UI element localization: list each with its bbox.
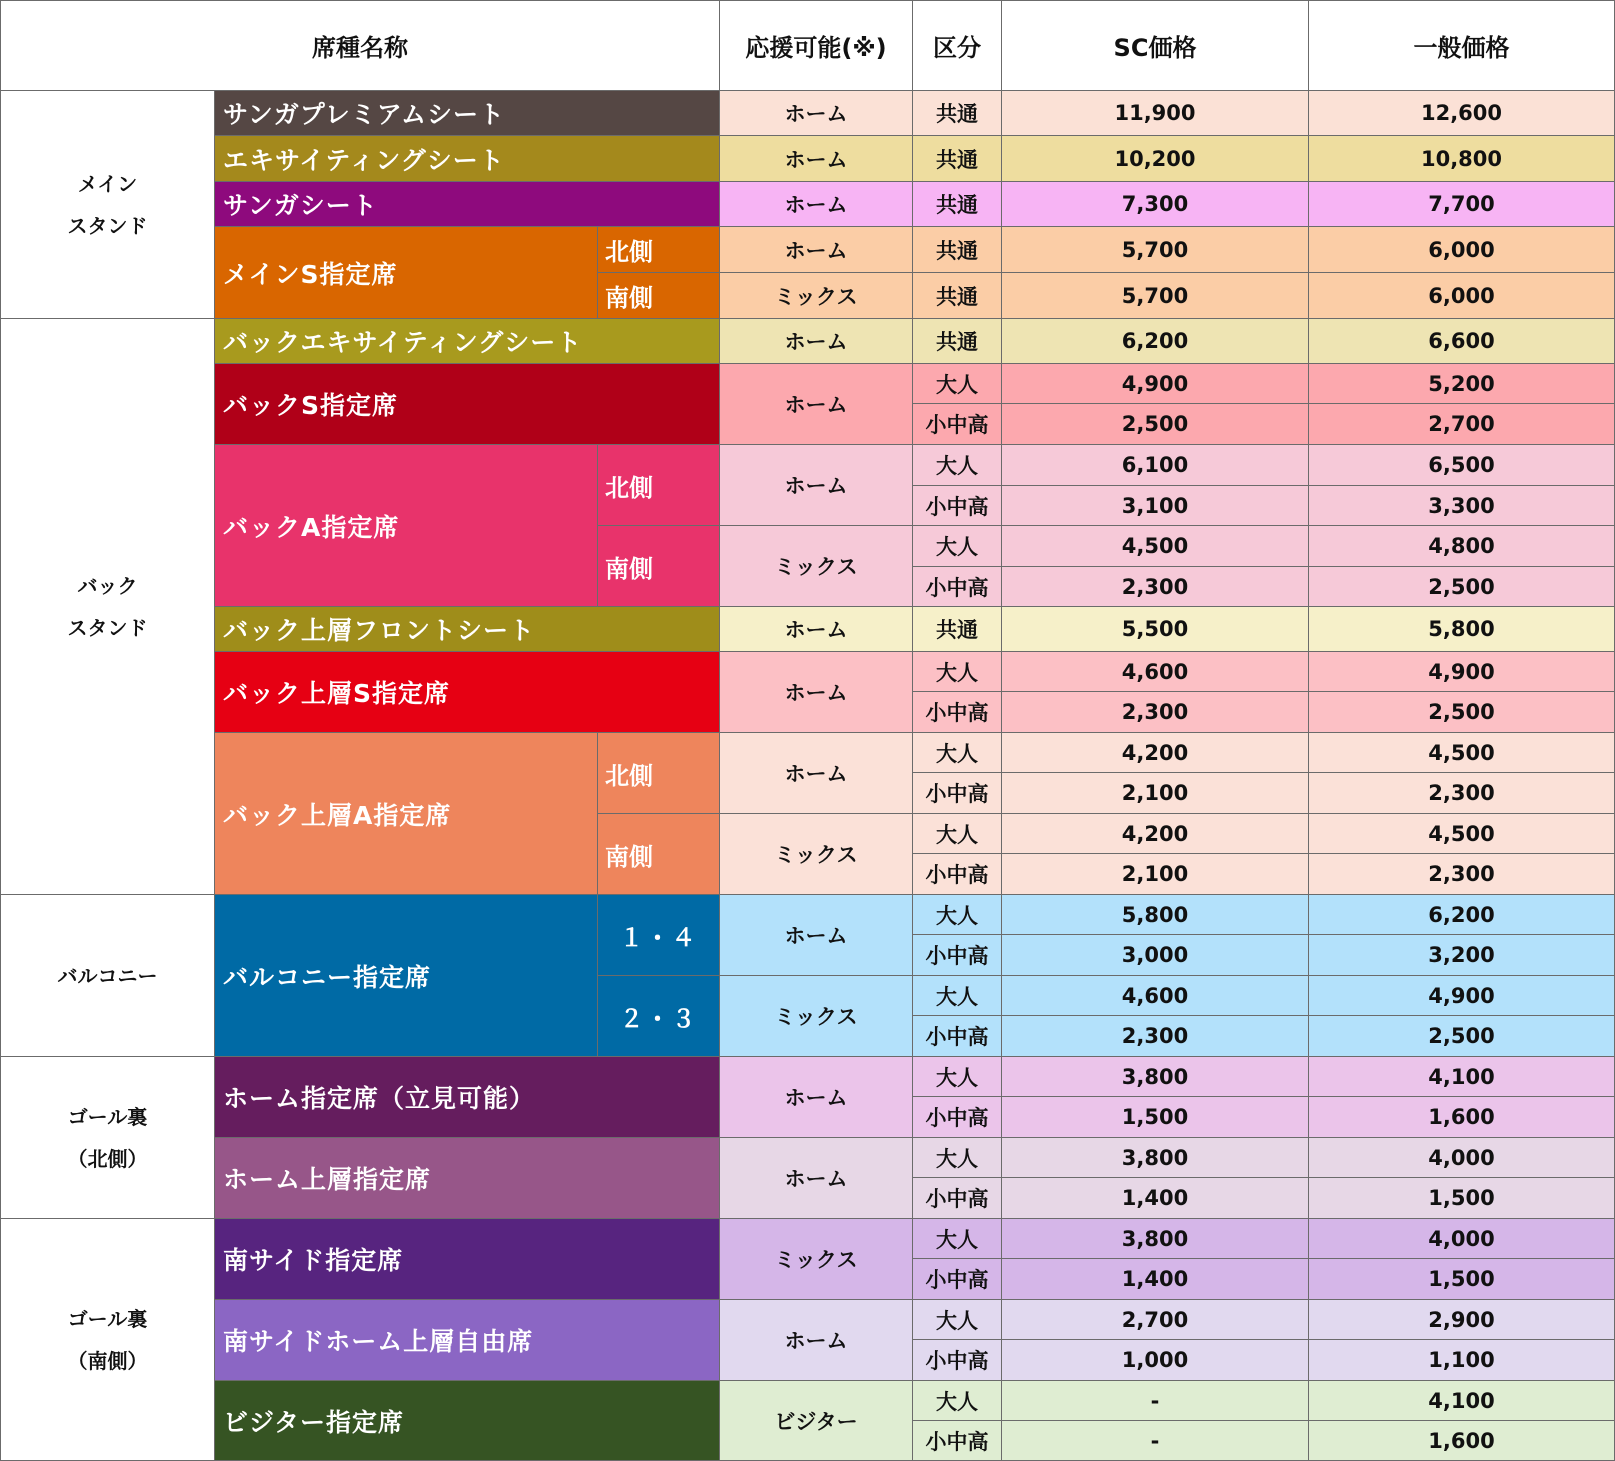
seat-name: バックS指定席	[215, 364, 720, 445]
general-price-cell: 5,200	[1309, 364, 1615, 404]
stand-label: バック スタンド	[0, 319, 215, 895]
support-type: ホーム	[720, 1300, 913, 1381]
seat-name: メインS指定席	[215, 227, 598, 319]
header-general-price: 一般価格	[1309, 0, 1615, 91]
general-price-cell: 2,700	[1309, 404, 1615, 445]
sc-price-cell: 5,500	[1002, 607, 1309, 652]
stand-label: バルコニー	[0, 895, 215, 1057]
sc-price-cell: 4,200	[1002, 814, 1309, 854]
sc-price-cell: 10,200	[1002, 136, 1309, 182]
kubun-cell: 小中高	[913, 854, 1002, 895]
seat-name: バックA指定席	[215, 445, 598, 607]
seat-side-label: １・４	[598, 895, 720, 976]
kubun-cell: 共通	[913, 273, 1002, 319]
seat-side-label: 南側	[598, 273, 720, 319]
sc-price-cell: 1,500	[1002, 1097, 1309, 1138]
general-price-cell: 12,600	[1309, 91, 1615, 136]
general-price-cell: 5,800	[1309, 607, 1615, 652]
header-sc-price: SC価格	[1002, 0, 1309, 91]
kubun-cell: 小中高	[913, 404, 1002, 445]
support-type: ホーム	[720, 445, 913, 526]
general-price-cell: 6,000	[1309, 227, 1615, 273]
general-price-cell: 2,900	[1309, 1300, 1615, 1340]
sc-price-cell: 3,800	[1002, 1057, 1309, 1097]
header-kubun: 区分	[913, 0, 1002, 91]
seat-name: 南サイド指定席	[215, 1219, 720, 1300]
support-type: ミックス	[720, 273, 913, 319]
sc-price-cell: 2,300	[1002, 692, 1309, 733]
seat-name: バック上層A指定席	[215, 733, 598, 895]
general-price-cell: 2,300	[1309, 773, 1615, 814]
support-type: ホーム	[720, 182, 913, 227]
kubun-cell: 小中高	[913, 1016, 1002, 1057]
kubun-cell: 大人	[913, 1057, 1002, 1097]
kubun-cell: 小中高	[913, 1178, 1002, 1219]
general-price-cell: 4,900	[1309, 976, 1615, 1016]
general-price-cell: 4,000	[1309, 1219, 1615, 1259]
support-type: ミックス	[720, 526, 913, 607]
support-type: ホーム	[720, 1057, 913, 1138]
seat-name: ビジター指定席	[215, 1381, 720, 1461]
seat-name: バック上層フロントシート	[215, 607, 720, 652]
general-price-cell: 1,600	[1309, 1097, 1615, 1138]
sc-price-cell: 6,100	[1002, 445, 1309, 486]
seat-name: サンガシート	[215, 182, 720, 227]
kubun-cell: 大人	[913, 364, 1002, 404]
general-price-cell: 4,100	[1309, 1057, 1615, 1097]
seat-name: サンガプレミアムシート	[215, 91, 720, 136]
sc-price-cell: 4,600	[1002, 652, 1309, 692]
kubun-cell: 大人	[913, 1219, 1002, 1259]
kubun-cell: 大人	[913, 445, 1002, 486]
support-type: ビジター	[720, 1381, 913, 1461]
sc-price-cell: 5,800	[1002, 895, 1309, 935]
sc-price-cell: 4,500	[1002, 526, 1309, 567]
seat-side-label: 北側	[598, 445, 720, 526]
general-price-cell: 10,800	[1309, 136, 1615, 182]
general-price-cell: 4,500	[1309, 733, 1615, 773]
sc-price-cell: 4,600	[1002, 976, 1309, 1016]
kubun-cell: 大人	[913, 814, 1002, 854]
seat-side-label: 北側	[598, 733, 720, 814]
general-price-cell: 4,800	[1309, 526, 1615, 567]
support-type: ミックス	[720, 1219, 913, 1300]
kubun-cell: 小中高	[913, 1259, 1002, 1300]
stand-label: ゴール裏 （北側）	[0, 1057, 215, 1219]
sc-price-cell: 5,700	[1002, 227, 1309, 273]
sc-price-cell: 2,700	[1002, 1300, 1309, 1340]
kubun-cell: 大人	[913, 895, 1002, 935]
support-type: ホーム	[720, 607, 913, 652]
general-price-cell: 4,000	[1309, 1138, 1615, 1178]
general-price-cell: 1,500	[1309, 1178, 1615, 1219]
seat-name: ホーム指定席（立見可能）	[215, 1057, 720, 1138]
sc-price-cell: 7,300	[1002, 182, 1309, 227]
kubun-cell: 大人	[913, 526, 1002, 567]
sc-price-cell: 2,500	[1002, 404, 1309, 445]
kubun-cell: 大人	[913, 652, 1002, 692]
stand-label: ゴール裏 （南側）	[0, 1219, 215, 1461]
support-type: ホーム	[720, 364, 913, 445]
seat-name: ホーム上層指定席	[215, 1138, 720, 1219]
sc-price-cell: 5,700	[1002, 273, 1309, 319]
support-type: ホーム	[720, 227, 913, 273]
general-price-cell: 2,500	[1309, 1016, 1615, 1057]
seat-side-label: ２・３	[598, 976, 720, 1057]
seat-name: 南サイドホーム上層自由席	[215, 1300, 720, 1381]
kubun-cell: 小中高	[913, 692, 1002, 733]
sc-price-cell: 4,900	[1002, 364, 1309, 404]
sc-price-cell: 1,400	[1002, 1259, 1309, 1300]
seat-name: バックエキサイティングシート	[215, 319, 720, 364]
kubun-cell: 小中高	[913, 486, 1002, 526]
sc-price-cell: 4,200	[1002, 733, 1309, 773]
general-price-cell: 2,500	[1309, 692, 1615, 733]
general-price-cell: 6,600	[1309, 319, 1615, 364]
support-type: ホーム	[720, 895, 913, 976]
kubun-cell: 小中高	[913, 567, 1002, 607]
general-price-cell: 7,700	[1309, 182, 1615, 227]
sc-price-cell: 3,800	[1002, 1138, 1309, 1178]
kubun-cell: 共通	[913, 136, 1002, 182]
general-price-cell: 6,000	[1309, 273, 1615, 319]
support-type: ホーム	[720, 652, 913, 733]
general-price-cell: 1,100	[1309, 1340, 1615, 1381]
support-type: ホーム	[720, 91, 913, 136]
support-type: ホーム	[720, 136, 913, 182]
kubun-cell: 共通	[913, 607, 1002, 652]
seat-side-label: 北側	[598, 227, 720, 273]
general-price-cell: 3,200	[1309, 935, 1615, 976]
general-price-cell: 1,500	[1309, 1259, 1615, 1300]
kubun-cell: 小中高	[913, 1097, 1002, 1138]
sc-price-cell: 2,100	[1002, 773, 1309, 814]
general-price-cell: 4,900	[1309, 652, 1615, 692]
kubun-cell: 共通	[913, 319, 1002, 364]
support-type: ホーム	[720, 1138, 913, 1219]
kubun-cell: 共通	[913, 91, 1002, 136]
kubun-cell: 小中高	[913, 1421, 1002, 1461]
general-price-cell: 1,600	[1309, 1421, 1615, 1461]
general-price-cell: 4,500	[1309, 814, 1615, 854]
general-price-cell: 6,500	[1309, 445, 1615, 486]
sc-price-cell: 3,100	[1002, 486, 1309, 526]
general-price-cell: 6,200	[1309, 895, 1615, 935]
support-type: ミックス	[720, 976, 913, 1057]
support-type: ホーム	[720, 733, 913, 814]
general-price-cell: 2,300	[1309, 854, 1615, 895]
kubun-cell: 大人	[913, 1381, 1002, 1421]
sc-price-cell: 2,100	[1002, 854, 1309, 895]
support-type: ホーム	[720, 319, 913, 364]
sc-price-cell: 2,300	[1002, 1016, 1309, 1057]
header-seat-name: 席種名称	[0, 0, 720, 91]
seat-side-label: 南側	[598, 814, 720, 895]
kubun-cell: 小中高	[913, 1340, 1002, 1381]
sc-price-cell: -	[1002, 1421, 1309, 1461]
kubun-cell: 大人	[913, 1138, 1002, 1178]
sc-price-cell: 1,000	[1002, 1340, 1309, 1381]
kubun-cell: 大人	[913, 1300, 1002, 1340]
general-price-cell: 3,300	[1309, 486, 1615, 526]
general-price-cell: 2,500	[1309, 567, 1615, 607]
sc-price-cell: -	[1002, 1381, 1309, 1421]
seat-name: エキサイティングシート	[215, 136, 720, 182]
support-type: ミックス	[720, 814, 913, 895]
kubun-cell: 大人	[913, 733, 1002, 773]
sc-price-cell: 2,300	[1002, 567, 1309, 607]
sc-price-cell: 3,000	[1002, 935, 1309, 976]
sc-price-cell: 3,800	[1002, 1219, 1309, 1259]
sc-price-cell: 11,900	[1002, 91, 1309, 136]
general-price-cell: 4,100	[1309, 1381, 1615, 1421]
seat-side-label: 南側	[598, 526, 720, 607]
kubun-cell: 大人	[913, 976, 1002, 1016]
sc-price-cell: 1,400	[1002, 1178, 1309, 1219]
kubun-cell: 小中高	[913, 773, 1002, 814]
kubun-cell: 共通	[913, 182, 1002, 227]
kubun-cell: 小中高	[913, 935, 1002, 976]
sc-price-cell: 6,200	[1002, 319, 1309, 364]
seat-name: バルコニー指定席	[215, 895, 598, 1057]
stand-label: メイン スタンド	[0, 91, 215, 319]
seat-name: バック上層S指定席	[215, 652, 720, 733]
kubun-cell: 共通	[913, 227, 1002, 273]
header-support: 応援可能(※)	[720, 0, 913, 91]
